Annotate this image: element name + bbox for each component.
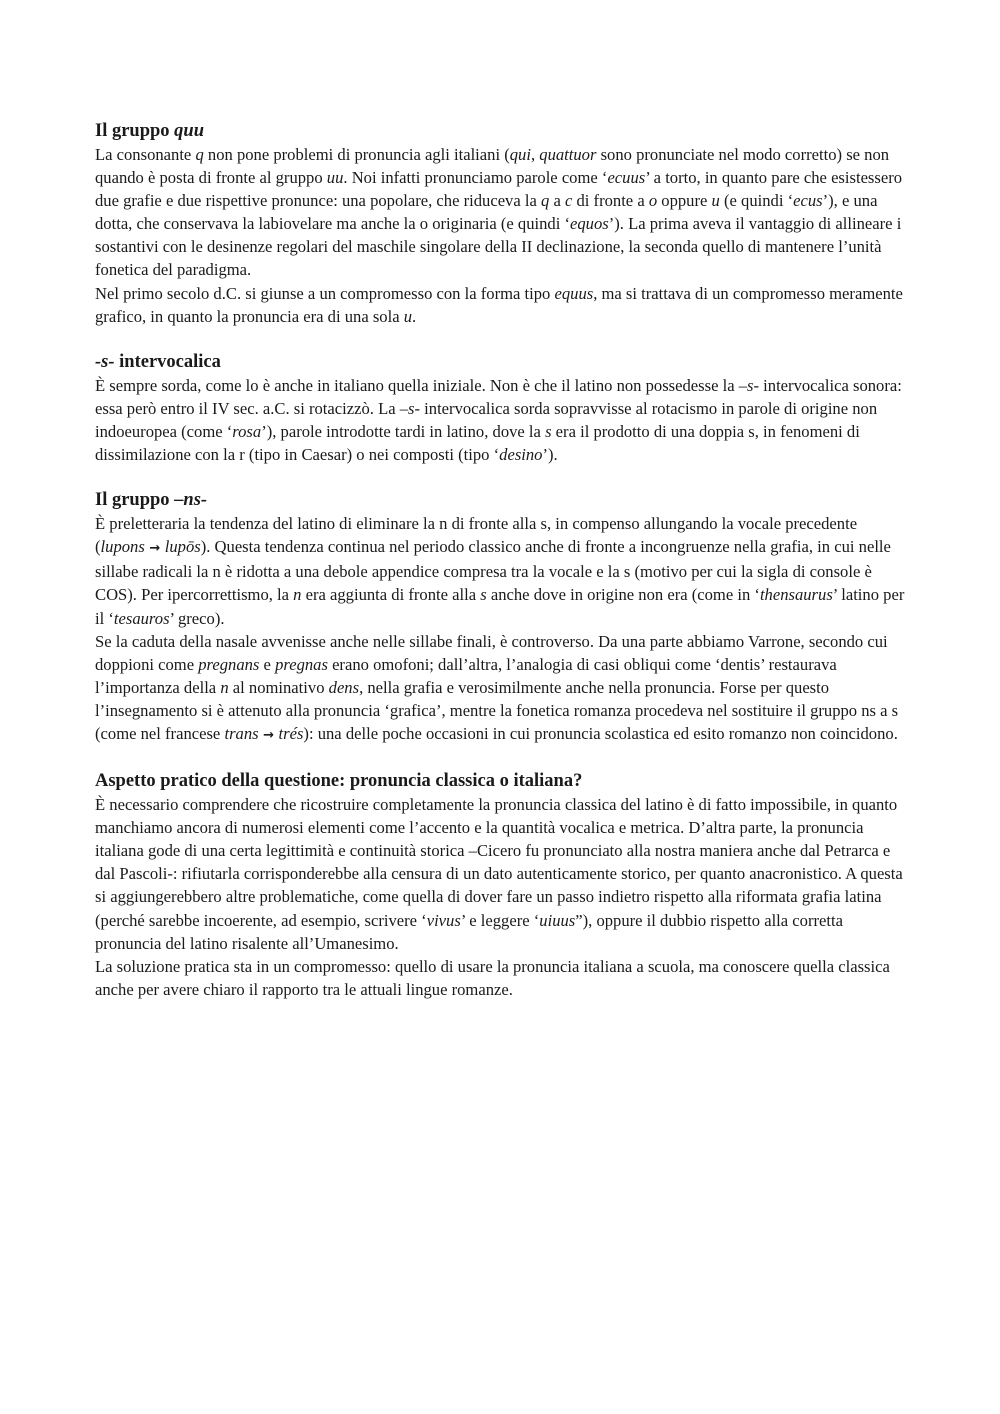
text-run: , ma si trattava di un compromesso meramente grafico, in quanto la pronuncia era di una sola — [95, 283, 903, 326]
paragraph — [95, 374, 910, 466]
italic-term: q — [195, 145, 204, 164]
text-run: Se la caduta della nasale avvenisse anche nelle sillabe finali, è controverso. Da una parte abbiamo Varrone, secondo cui doppioni come — [95, 631, 888, 674]
text-run: intervocalica sonora: essa però entro il IV sec. a.C. si rotacizzò. La – — [95, 375, 902, 418]
arrow-right-icon: → — [258, 727, 279, 743]
text-run: ). Questa tendenza continua nel periodo classico anche di fronte a incongruenze nella grafia, in cui nelle sillabe radicali la n è ridotta a una debole appendice compresa tra la vocale e la s (motivo per cui la sigla di console è COS). Per ipercorrettismo, la — [95, 537, 891, 605]
text-run: ’). — [542, 445, 558, 465]
italic-term: trans — [224, 723, 259, 743]
heading-text: Il gruppo — [95, 121, 175, 141]
text-run: ”), oppure il dubbio rispetto alla corretta pronuncia del latino risalente all’Umanesimo. — [95, 910, 843, 953]
italic-term: u — [711, 191, 720, 211]
italic-term: ecuus — [607, 168, 646, 188]
text-run: anche dove in origine non era (come in ‘ — [486, 585, 760, 605]
italic-term: tesauros — [113, 608, 170, 628]
italic-term: c — [564, 191, 573, 211]
text-run: (e quindi ‘ — [719, 191, 794, 211]
italic-term: pregnans — [198, 654, 260, 674]
italic-term: s- — [747, 375, 760, 395]
document-page — [95, 120, 910, 1024]
italic-term: equos — [570, 214, 609, 234]
arrow-right-icon: → — [144, 541, 165, 557]
italic-term: s — [545, 421, 552, 441]
italic-term: n — [220, 677, 229, 697]
text-run: non pone problemi di pronuncia agli italiani ( — [203, 145, 510, 164]
text-run: intervocalica sorda sopravvisse al rotacismo in parole di origine non indoeuropea (come ‘ — [95, 398, 878, 441]
heading-italic: -s- — [95, 351, 115, 372]
text-run: È necessario comprendere che ricostruire completamente la pronuncia classica del latino è di fatto impossibile, in quanto manchiamo ancora di numerosi elementi come l’accento e la quantità vocalica e metrica. D’altra parte, la pronuncia italiana gode di una certa legittimità e continuità storica –Cicero fu pronunciato alla nostra maniera anche dal Petrarca e dal Pascoli-: rifiutarla corrisponderebbe alla censura di un dato autenticamente storico, per quanto anacronistico. A questa si aggiungerebbero altre problematiche, come quella di dover fare un passo indietro rispetto alla riformata grafia latina (perché sarebbe incoerente, ad esempio, scrivere ‘ — [95, 795, 903, 930]
text-run: ’ a torto, in quanto pare che esistessero due grafie e due rispettive pronunce: una popolare, che riduceva la — [95, 168, 903, 211]
text-run: era il prodotto di una doppia s, in fenomeni di dissimilazione con la r (tipo in Caesar) o nei composti (tipo ‘ — [95, 421, 860, 465]
paragraph — [95, 630, 910, 747]
section-heading — [95, 120, 910, 143]
italic-term: o — [648, 191, 658, 211]
italic-term: equus — [554, 283, 594, 303]
italic-term: thensaurus — [759, 585, 833, 605]
text-run: erano omofoni; dall’altra, l’analogia di casi obliqui come ‘dentis’ restaurava l’importanza della — [95, 654, 837, 697]
heading-italic: ns- — [183, 490, 208, 511]
section-quu — [95, 120, 910, 328]
italic-term: u — [403, 306, 413, 326]
text-run: , — [530, 145, 540, 164]
text-run: È sempre sorda, come lo è anche in italiano quella iniziale. Non è che il latino non possedesse la – — [95, 375, 748, 395]
text-run: ’ latino per il ‘ — [95, 585, 905, 628]
heading-italic: quu — [174, 121, 204, 141]
text-run: era aggiunta di fronte alla — [301, 585, 481, 605]
italic-term: desino — [499, 445, 543, 465]
heading-text: Il gruppo – — [95, 490, 184, 511]
italic-term: n — [293, 585, 302, 605]
text-run: sono pronunciate nel modo corretto) se non quando è posta di fronte al gruppo — [95, 145, 890, 188]
text-run: La soluzione pratica sta in un compromesso: quello di usare la pronuncia italiana a scuola, ma conoscere quella classica anche per avere chiaro il rapporto tra le attuali lingue romanze. — [95, 956, 890, 999]
italic-term: trés — [278, 723, 304, 743]
italic-term: dens — [328, 677, 360, 697]
text-run: a — [549, 191, 565, 211]
text-run: oppure — [657, 191, 712, 211]
italic-term: pregnas — [275, 654, 328, 674]
text-run: Nel primo secolo d.C. si giunse a un compromesso con la forma tipo — [95, 283, 555, 303]
paragraph — [95, 282, 910, 328]
text-run: ’ e leggere ‘ — [460, 910, 540, 930]
text-run: al nominativo — [228, 677, 329, 697]
paragraph — [95, 793, 910, 955]
italic-term: qui — [509, 145, 531, 164]
text-run: ’), e una dotta, che conservava la labiovelare ma anche la o originaria (e quindi ‘ — [95, 191, 878, 234]
italic-term: rosa — [232, 421, 262, 441]
paragraph — [95, 955, 910, 1001]
section-ns — [95, 489, 910, 747]
italic-term: q — [541, 191, 550, 211]
text-run: La consonante — [95, 145, 196, 164]
text-run: ’ greco). — [169, 608, 225, 628]
heading-text: intervocalica — [114, 351, 221, 372]
text-run: ’), parole introdotte tardi in latino, dove la — [261, 421, 546, 441]
italic-term: quattuor — [539, 145, 597, 164]
italic-term: lupons — [100, 537, 145, 557]
text-run: e — [259, 654, 276, 674]
italic-term: s — [480, 585, 487, 605]
text-run: , nella grafia e verosimilmente anche nella pronuncia. Forse per questo l’insegnamento si è attenuto alla pronuncia ‘grafica’, mentre la fonetica romanza procedeva nel sostituire il gruppo ns a s (come nel francese — [95, 677, 899, 743]
paragraph — [95, 512, 910, 629]
heading-text: Aspetto pratico della questione: pronuncia classica o italiana? — [95, 771, 583, 792]
text-run: di fronte a — [572, 191, 649, 211]
italic-term: s- — [408, 398, 421, 418]
paragraph — [95, 143, 910, 282]
italic-term: ecus — [793, 191, 823, 211]
text-run: . — [412, 306, 417, 326]
italic-term: vivus — [426, 910, 461, 930]
section-heading — [95, 351, 910, 374]
italic-term: uiuus — [539, 910, 576, 930]
text-run: ): una delle poche occasioni in cui pronuncia scolastica ed esito romanzo non coincidono. — [303, 723, 898, 743]
italic-term: uu — [326, 168, 344, 188]
section-aspetto-pratico — [95, 770, 910, 1001]
text-run: . Noi infatti pronunciamo parole come ‘ — [343, 168, 608, 188]
text-run: È preletteraria la tendenza del latino di eliminare la n di fronte alla s, in compenso allungando la vocale precedente ( — [95, 514, 858, 557]
italic-term: lupōs — [164, 537, 201, 557]
section-heading — [95, 770, 910, 793]
section-s-intervocalica — [95, 351, 910, 466]
text-run: ’). La prima aveva il vantaggio di allineare i sostantivi con le desinenze regolari del maschile singolare della II declinazione, la seconda quello di mantenere l’unità fonetica del paradigma. — [95, 214, 902, 280]
section-heading — [95, 489, 910, 512]
